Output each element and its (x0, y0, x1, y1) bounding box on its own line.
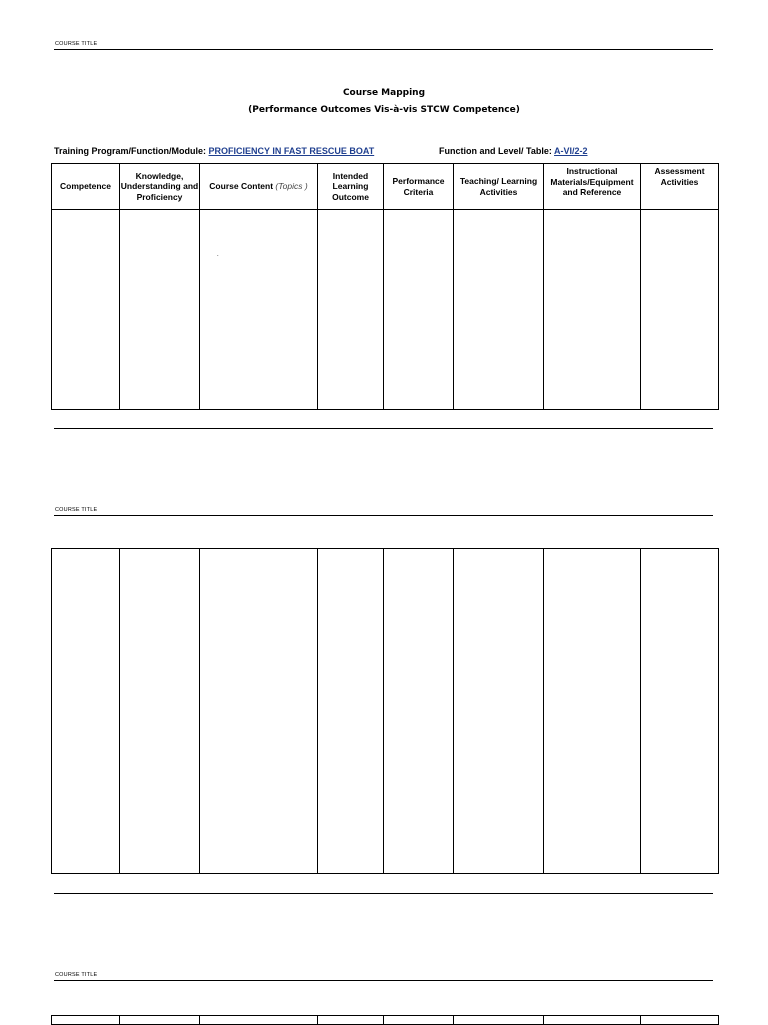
table-cell (641, 549, 719, 874)
table-cell (384, 210, 454, 410)
table-cell (454, 210, 544, 410)
table-row (52, 549, 719, 874)
table-row (52, 1016, 719, 1025)
table-cell (200, 1016, 318, 1025)
function-level-value: A-VI/2-2 (554, 146, 588, 156)
course-title-header: COURSE TITLE (55, 972, 98, 978)
table-header-row (52, 164, 719, 210)
course-content-label: Course Content (209, 181, 274, 192)
function-level-line (439, 146, 588, 156)
table-cell (384, 1016, 454, 1025)
header-performance-criteria: Performance Criteria (384, 164, 454, 210)
table-cell (200, 210, 318, 410)
header-rule (54, 980, 713, 981)
table-cell (384, 549, 454, 874)
table-cell (120, 1016, 200, 1025)
table-cell (544, 1016, 641, 1025)
table-cell (120, 210, 200, 410)
function-level-label: Function and Level/ Table: (439, 146, 552, 156)
table-cell (318, 1016, 384, 1025)
header-assessment: Assessment Activities (641, 164, 719, 210)
continuation-table (51, 548, 719, 874)
header-instructional-materials: Instructional Materials/Equipment and Reference (544, 164, 641, 210)
header-teaching-activities: Teaching/ Learning Activities (454, 164, 544, 210)
table-cell (52, 210, 120, 410)
header-knowledge: Knowledge, Understanding and Proficiency (120, 164, 200, 210)
course-title-header: COURSE TITLE (55, 507, 98, 513)
document-subtitle: (Performance Outcomes Vis-à-vis STCW Competence) (248, 105, 520, 115)
table-cell (641, 1016, 719, 1025)
footer-rule (54, 428, 713, 429)
header-course-content (200, 164, 318, 210)
table-cell (641, 210, 719, 410)
table-cell (454, 1016, 544, 1025)
table-cell (454, 549, 544, 874)
table-cell (318, 549, 384, 874)
table-cell (318, 210, 384, 410)
footer-rule (54, 893, 713, 894)
course-title-header: COURSE TITLE (55, 41, 98, 47)
table-cell (52, 1016, 120, 1025)
course-content-note: (Topics ) (275, 181, 308, 192)
table-row (52, 210, 719, 410)
table-cell (52, 549, 120, 874)
table-cell (200, 549, 318, 874)
training-program-line (54, 146, 374, 156)
table-cell (544, 549, 641, 874)
table-cell (544, 210, 641, 410)
stray-mark: . (217, 252, 219, 258)
document-title: Course Mapping (342, 88, 426, 98)
training-program-value: PROFICIENCY IN FAST RESCUE BOAT (208, 146, 375, 156)
header-rule (54, 515, 713, 516)
header-competence: Competence (52, 164, 120, 210)
header-rule (54, 49, 713, 50)
table-cell (120, 549, 200, 874)
training-program-label: Training Program/Function/Module: (54, 146, 206, 156)
header-intended-outcome: Intended Learning Outcome (318, 164, 384, 210)
course-mapping-table (51, 163, 719, 410)
